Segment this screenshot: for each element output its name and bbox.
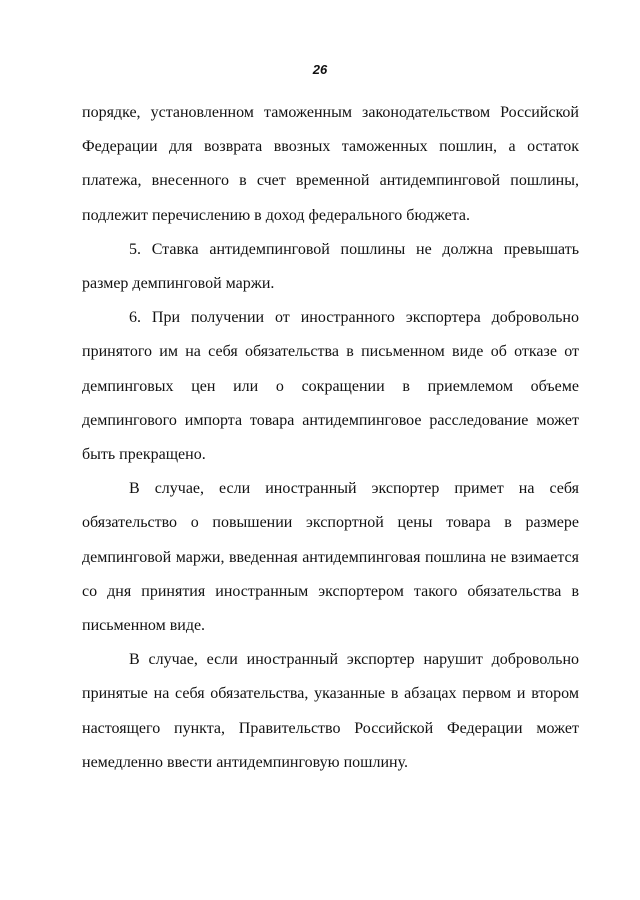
paragraph-continuation: порядке, установленном таможенным законодательством Российской Федерации для возврата ввозных таможенных пошлин, а остаток платежа, внесенного в счет временной антидемпинговой пошлины, подлежит перечислению в доход федерального бюджета. [82,104,579,224]
paragraph-commitment-violation: В случае, если иностранный экспортер нарушит добровольно принятые на себя обязательства, указанные в абзацах первом и втором настоящего пункта, Правительство Российской Федерации может немедленно ввести антидемпинговую пошлину. [82,651,579,771]
paragraph-price-commitment: В случае, если иностранный экспортер примет на себя обязательство о повышении экспортной цены товара в размере демпинговой маржи, введенная антидемпинговая пошлина не взимается со дня принятия иностранным экспортером такого обязательства в письменном виде. [82,480,579,635]
page-number: 26 [312,62,328,77]
paragraph-item-6: 6. При получении от иностранного экспортера добровольно принятого им на себя обязательства в письменном виде об отказе от демпинговых цен или о сокращении в приемлемом объеме демпингового импорта товара антидемпинговое расследование может быть прекращено. [82,309,579,464]
document-text [82,96,579,780]
paragraph-item-5: 5. Ставка антидемпинговой пошлины не должна превышать размер демпинговой маржи. [82,240,579,293]
